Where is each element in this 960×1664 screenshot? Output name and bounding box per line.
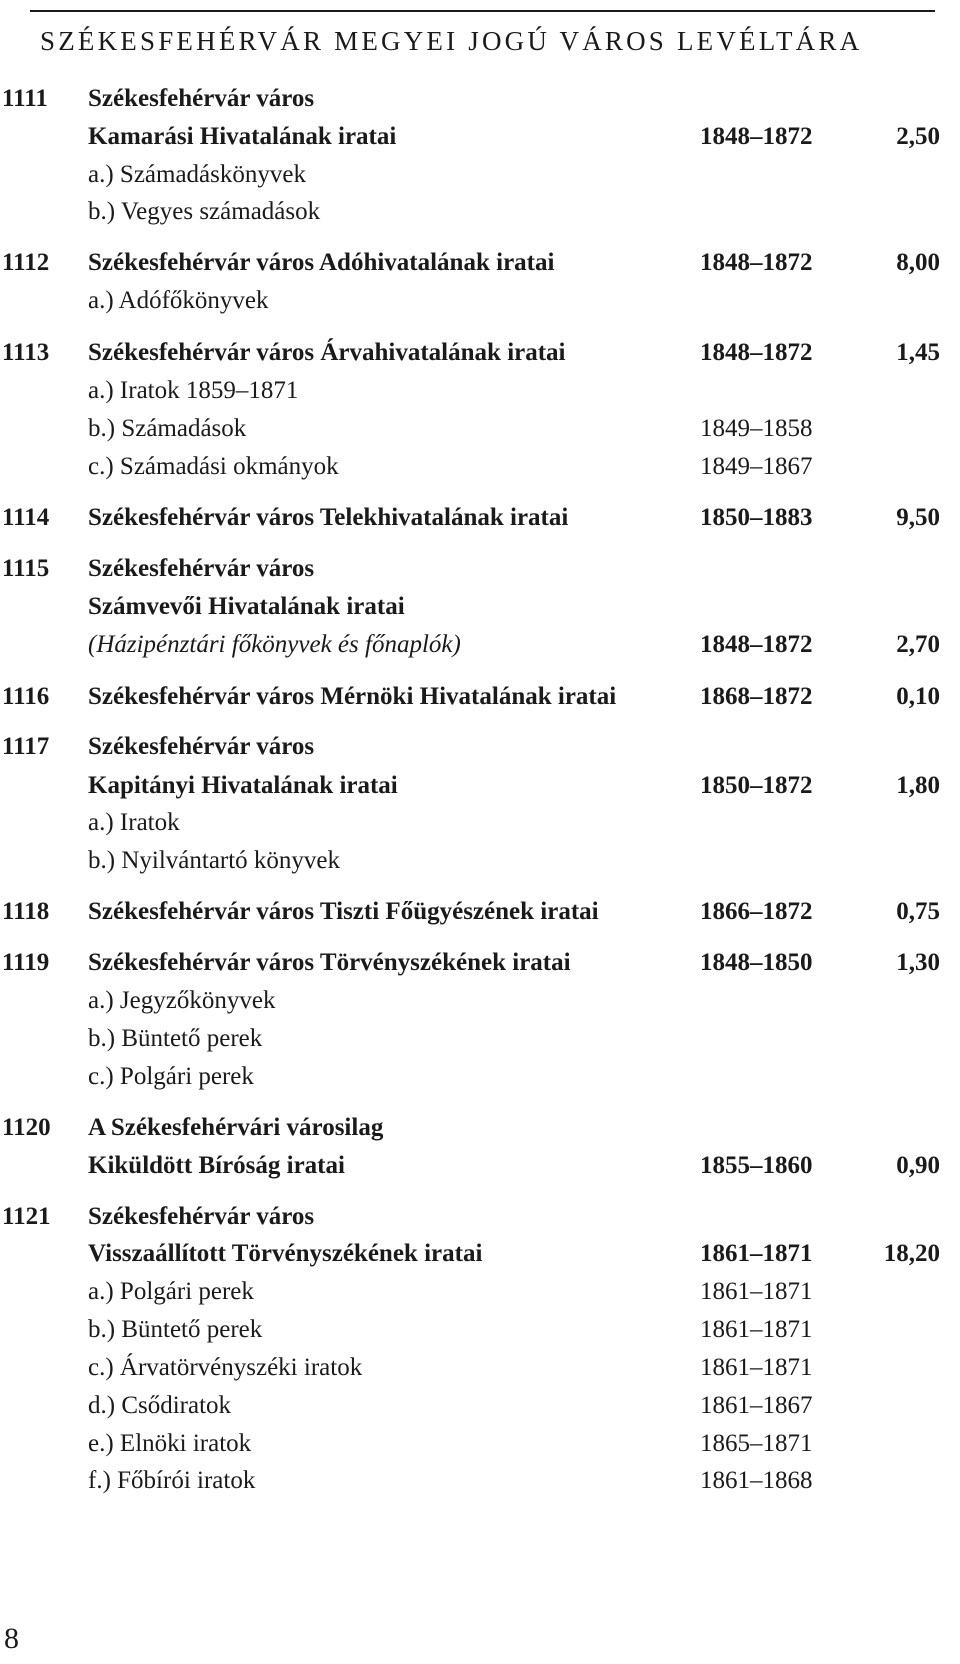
date-range: 1861–1868 [700,1467,813,1494]
date-range: 1848–1872 [700,631,813,658]
sub-series-label: d.) Csődiratok [88,1392,232,1419]
extent-value: 0,75 [896,898,940,925]
entry-line [0,284,960,318]
fonds-title: Székesfehérvár város [88,1203,315,1230]
fonds-title: Kapitányi Hivatalának iratai [88,772,398,799]
entry-line [0,1351,960,1385]
fonds-number: 1117 [2,733,50,760]
entry-line [0,412,960,446]
date-range: 1866–1872 [700,898,813,925]
sub-series-label: f.) Főbírói iratok [88,1467,256,1494]
fonds-title: Visszaállított Törvényszékének iratai [88,1240,483,1267]
extent-value: 1,80 [896,772,940,799]
fonds-title: Számvevői Hivatalának iratai [88,593,405,620]
entry-line [0,806,960,840]
sub-series-label: b.) Büntető perek [88,1025,263,1052]
fonds-title: (Házipénztári főkönyvek és főnaplók) [88,631,461,658]
entry-row-1121 [0,1200,960,1234]
date-range: 1868–1872 [700,683,813,710]
date-range: 1849–1867 [700,453,813,480]
fonds-number: 1118 [2,898,50,925]
entry-line [0,1022,960,1056]
sub-series-label: a.) Számadáskönyvek [88,161,306,188]
extent-value: 2,50 [896,123,940,150]
entry-line [0,590,960,624]
extent-value: 0,90 [896,1152,940,1179]
fonds-title: Székesfehérvár város Tiszti Főügyészének iratai [88,898,599,925]
sub-series-label: a.) Iratok 1859–1871 [88,377,299,404]
entry-line [0,1427,960,1461]
entry-row-1120 [0,1111,960,1145]
date-range: 1861–1867 [700,1392,813,1419]
entry-line [0,1060,960,1094]
sub-series-label: e.) Elnöki iratok [88,1430,252,1457]
entry-row-1114 [0,501,960,535]
fonds-title: Székesfehérvár város Adóhivatalának iratai [88,249,555,276]
sub-series-label: b.) Büntető perek [88,1316,263,1343]
date-range: 1848–1850 [700,949,813,976]
fonds-number: 1113 [2,339,50,366]
fonds-number: 1115 [2,555,50,582]
date-range: 1850–1872 [700,772,813,799]
entry-line [0,1389,960,1423]
date-range: 1850–1883 [700,504,813,531]
date-range: 1861–1871 [700,1240,813,1267]
entry-line [0,1275,960,1309]
sub-series-label: c.) Számadási okmányok [88,453,339,480]
entry-line [0,374,960,408]
page-number: 8 [4,1622,19,1655]
fonds-title: Kamarási Hivatalának iratai [88,123,397,150]
fonds-title: Székesfehérvár város [88,555,315,582]
fonds-title: Székesfehérvár város Mérnöki Hivatalának iratai [88,683,617,710]
sub-series-label: c.) Árvatörvényszéki iratok [88,1354,363,1381]
entry-line [0,120,960,154]
sub-series-label: c.) Polgári perek [88,1063,254,1090]
fonds-title: Székesfehérvár város [88,85,315,112]
date-range: 1865–1871 [700,1430,813,1457]
entry-line [0,628,960,662]
entry-line [0,1464,960,1498]
fonds-title: Székesfehérvár város [88,733,315,760]
sub-series-label: b.) Számadások [88,415,247,442]
extent-value: 1,45 [896,339,940,366]
entry-row-1117 [0,730,960,764]
date-range: 1861–1871 [700,1354,813,1381]
archive-title: SZÉKESFEHÉRVÁR MEGYEI JOGÚ VÁROS LEVÉLTÁRA [40,26,863,56]
entry-line [0,1237,960,1271]
entry-line [0,1313,960,1347]
fonds-number: 1121 [2,1203,51,1230]
entry-row-1115 [0,552,960,586]
entry-line [0,158,960,192]
fonds-title: Székesfehérvár város Telekhivatalának iratai [88,504,569,531]
entry-line [0,769,960,803]
extent-value: 1,30 [896,949,940,976]
fonds-number: 1112 [2,249,50,276]
fonds-title: Kiküldött Bíróság iratai [88,1152,345,1179]
sub-series-label: a.) Iratok [88,809,180,836]
entry-line [0,450,960,484]
entry-line [0,1149,960,1183]
fonds-number: 1111 [2,85,48,112]
entry-row-1112 [0,246,960,280]
sub-series-label: a.) Jegyzőkönyvek [88,987,276,1014]
extent-value: 2,70 [896,631,940,658]
sub-series-label: a.) Polgári perek [88,1278,254,1305]
extent-value: 18,20 [883,1240,940,1267]
extent-value: 0,10 [896,683,940,710]
sub-series-label: b.) Vegyes számadások [88,198,321,225]
extent-value: 9,50 [896,504,940,531]
entry-row-1116 [0,680,960,714]
extent-value: 8,00 [896,249,940,276]
fonds-title: Székesfehérvár város Árvahivatalának iratai [88,339,566,366]
fonds-number: 1114 [2,504,50,531]
entry-row-1119 [0,946,960,980]
entry-row-1111 [0,82,960,116]
fonds-title: A Székesfehérvári városilag [88,1114,384,1141]
date-range: 1861–1871 [700,1316,813,1343]
date-range: 1848–1872 [700,339,813,366]
fonds-number: 1120 [2,1114,51,1141]
entry-line [0,195,960,229]
fonds-number: 1119 [2,949,50,976]
sub-series-label: a.) Adófőkönyvek [88,287,269,314]
fonds-number: 1116 [2,683,50,710]
date-range: 1849–1858 [700,415,813,442]
entry-line [0,984,960,1018]
sub-series-label: b.) Nyilvántartó könyvek [88,847,341,874]
entry-line [0,844,960,878]
fonds-title: Székesfehérvár város Törvényszékének iratai [88,949,571,976]
date-range: 1861–1871 [700,1278,813,1305]
date-range: 1848–1872 [700,249,813,276]
entry-row-1118 [0,895,960,929]
date-range: 1855–1860 [700,1152,813,1179]
date-range: 1848–1872 [700,123,813,150]
entry-row-1113 [0,336,960,370]
